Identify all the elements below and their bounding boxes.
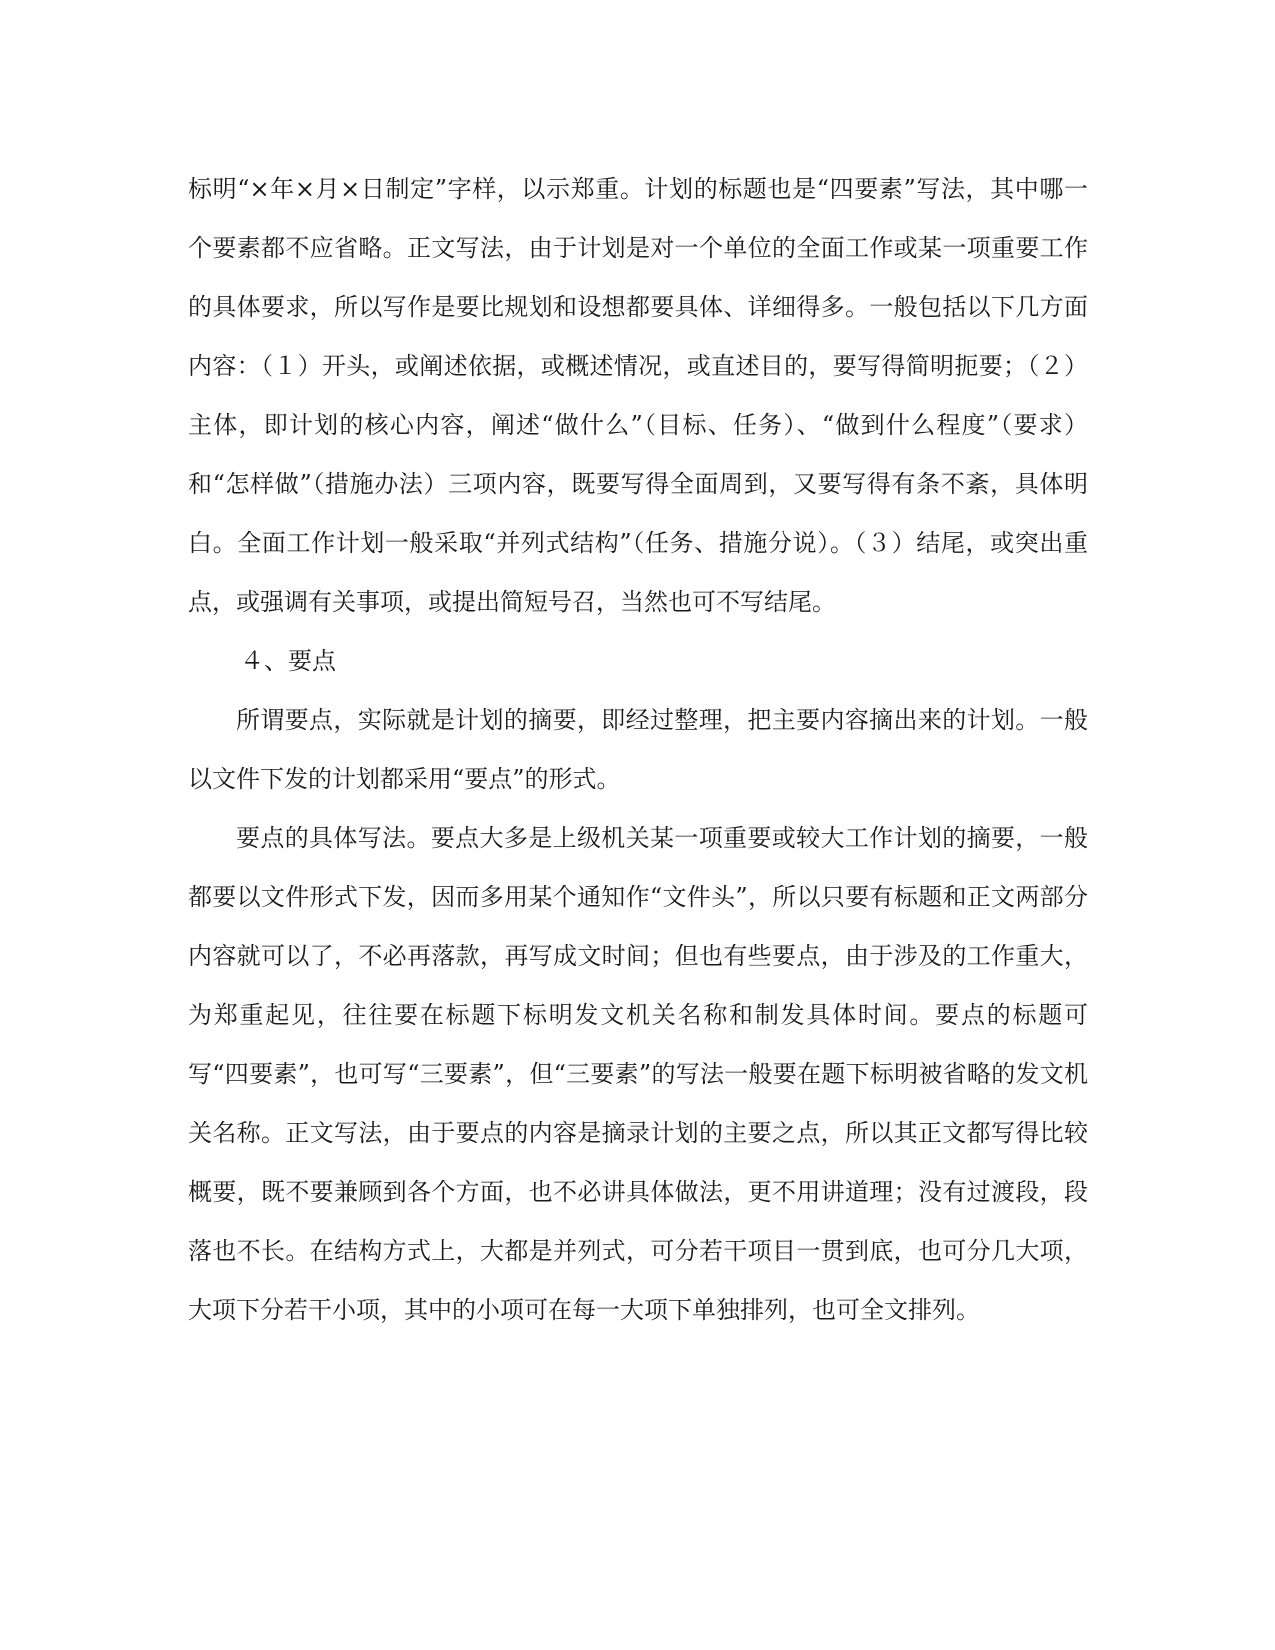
- paragraph-key-points-writing: 要点的具体写法。要点大多是上级机关某一项重要或较大工作计划的摘要，一般都要以文件形式下发，因而多用某个通知作“文件头”，所以只要有标题和正文两部分内容就可以了，不必再落款，再写成文时间；但也有些要点，由于涉及的工作重大，为郑重起见，往往要在标题下标明发文机关名称和制发具体时间。要点的标题可写“四要素”，也可写“三要素”，但“三要素”的写法一般要在题下标明被省略的发文机关名称。正文写法，由于要点的内容是摘录计划的主要之点，所以其正文都写得比较概要，既不要兼顾到各个方面，也不必讲具体做法，更不用讲道理；没有过渡段，段落也不长。在结构方式上，大都是并列式，可分若干项目一贯到底，也可分几大项，大项下分若干小项，其中的小项可在每一大项下单独排列，也可全文排列。: [188, 824, 1088, 1324]
- paragraph-plan-writing: 标明“×年×月×日制定”字样，以示郑重。计划的标题也是“四要素”写法，其中哪一个要素都不应省略。正文写法，由于计划是对一个单位的全面工作或某一项重要工作的具体要求，所以写作是要比规划和设想都要具体、详细得多。一般包括以下几方面内容：（１）开头，或阐述依据，或概述情况，或直述目的，要写得简明扼要；（２）主体，即计划的核心内容，阐述“做什么”（目标、任务）、“做到什么程度”（要求）和“怎样做”（措施办法）三项内容，既要写得全面周到，又要写得有条不紊，具体明白。全面工作计划一般采取“并列式结构”（任务、措施分说）。（３）结尾，或突出重点，或强调有关事项，或提出简短号召，当然也可不写结尾。: [188, 175, 1088, 616]
- section-heading-key-points: ４、要点: [240, 647, 336, 675]
- document-body: [188, 160, 1088, 1340]
- paragraph-key-points-definition: 所谓要点，实际就是计划的摘要，即经过整理，把主要内容摘出来的计划。一般以文件下发的计划都采用“要点”的形式。: [188, 706, 1088, 793]
